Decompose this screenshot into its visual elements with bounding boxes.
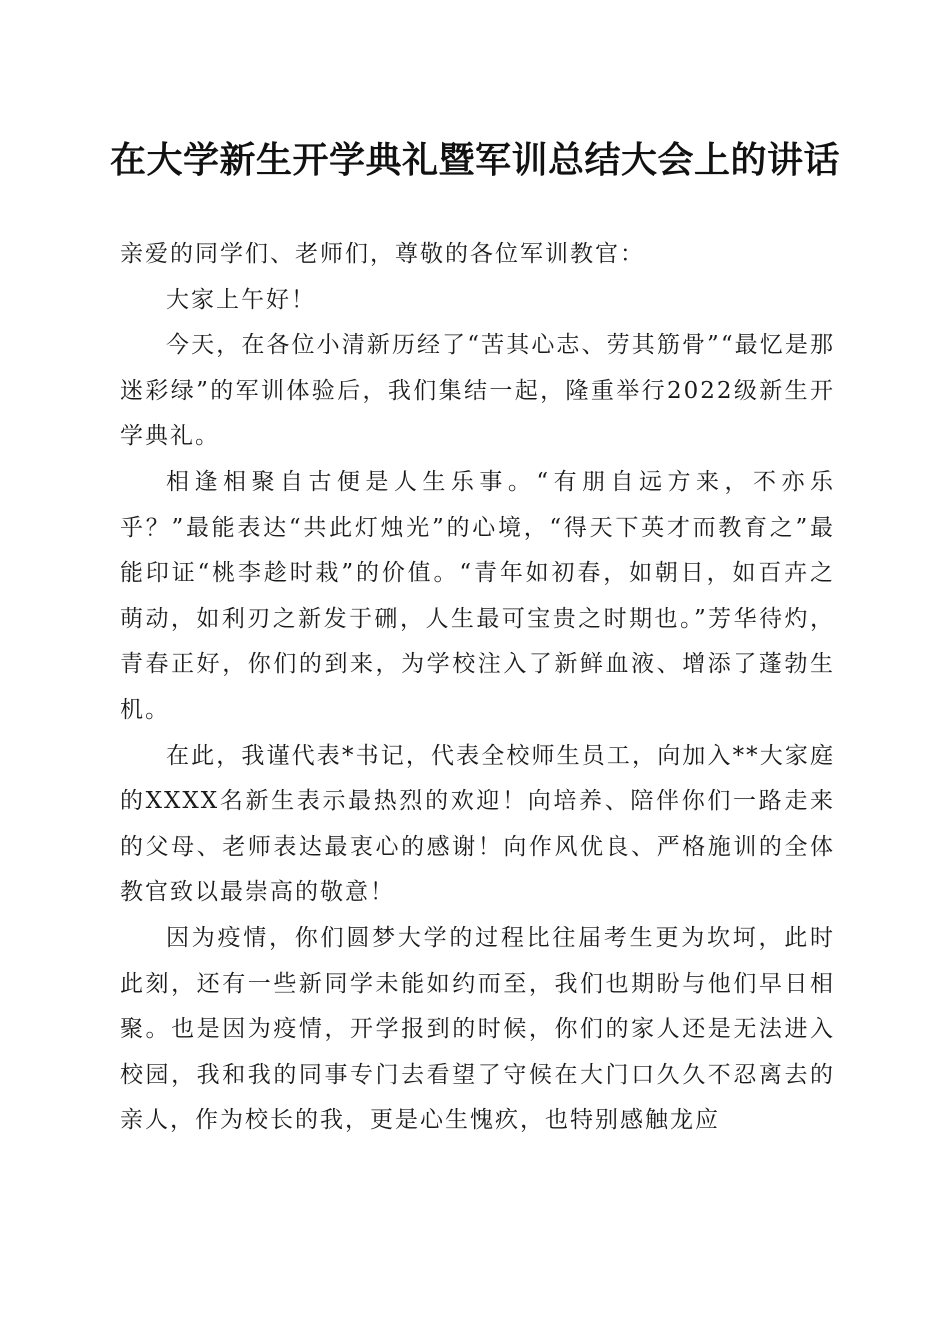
body-paragraph: 因为疫情，你们圆梦大学的过程比往届考生更为坎坷，此时此刻，还有一些新同学未能如约而至，我们也期盼与他们早日相聚。也是因为疫情，开学报到的时候，你们的家人还是无法进入校园，我和我的同事专门去看望了守候在大门口久久不忍离去的亲人，作为校长的我，更是心生愧疚，也特别感触龙应: [120, 924, 835, 1134]
body-paragraph: 今天，在各位小清新历经了“苦其心志、劳其筋骨”“最忆是那迷彩绿”的军训体验后，我们集结一起，隆重举行2022级新生开学典礼。: [120, 332, 835, 450]
document-title: 在大学新生开学典礼暨军训总结大会上的讲话: [109, 139, 840, 181]
greeting-paragraph: 大家上午好！: [166, 286, 316, 313]
salutation-paragraph: 亲爱的同学们、老师们，尊敬的各位军训教官：: [120, 241, 645, 267]
body-paragraph: 相逢相聚自古便是人生乐事。“有朋自远方来，不亦乐乎？”最能表达“共此灯烛光”的心境，“得天下英才而教育之”最能印证“桃李趁时栽”的价值。“青年如初春，如朝日，如百卉之萌动，如利刃之新发于硎，人生最可宝贵之时期也。”芳华待灼，青春正好，你们的到来，为学校注入了新鲜血液、增添了蓬勃生机。: [120, 468, 835, 723]
body-paragraph: 在此，我谨代表*书记，代表全校师生员工，向加入**大家庭的XXXX名新生表示最热烈的欢迎！向培养、陪伴你们一路走来的父母、老师表达最衷心的感谢！向作风优良、严格施训的全体教官致以最崇高的敬意！: [120, 742, 835, 906]
document-body: [120, 232, 835, 1144]
